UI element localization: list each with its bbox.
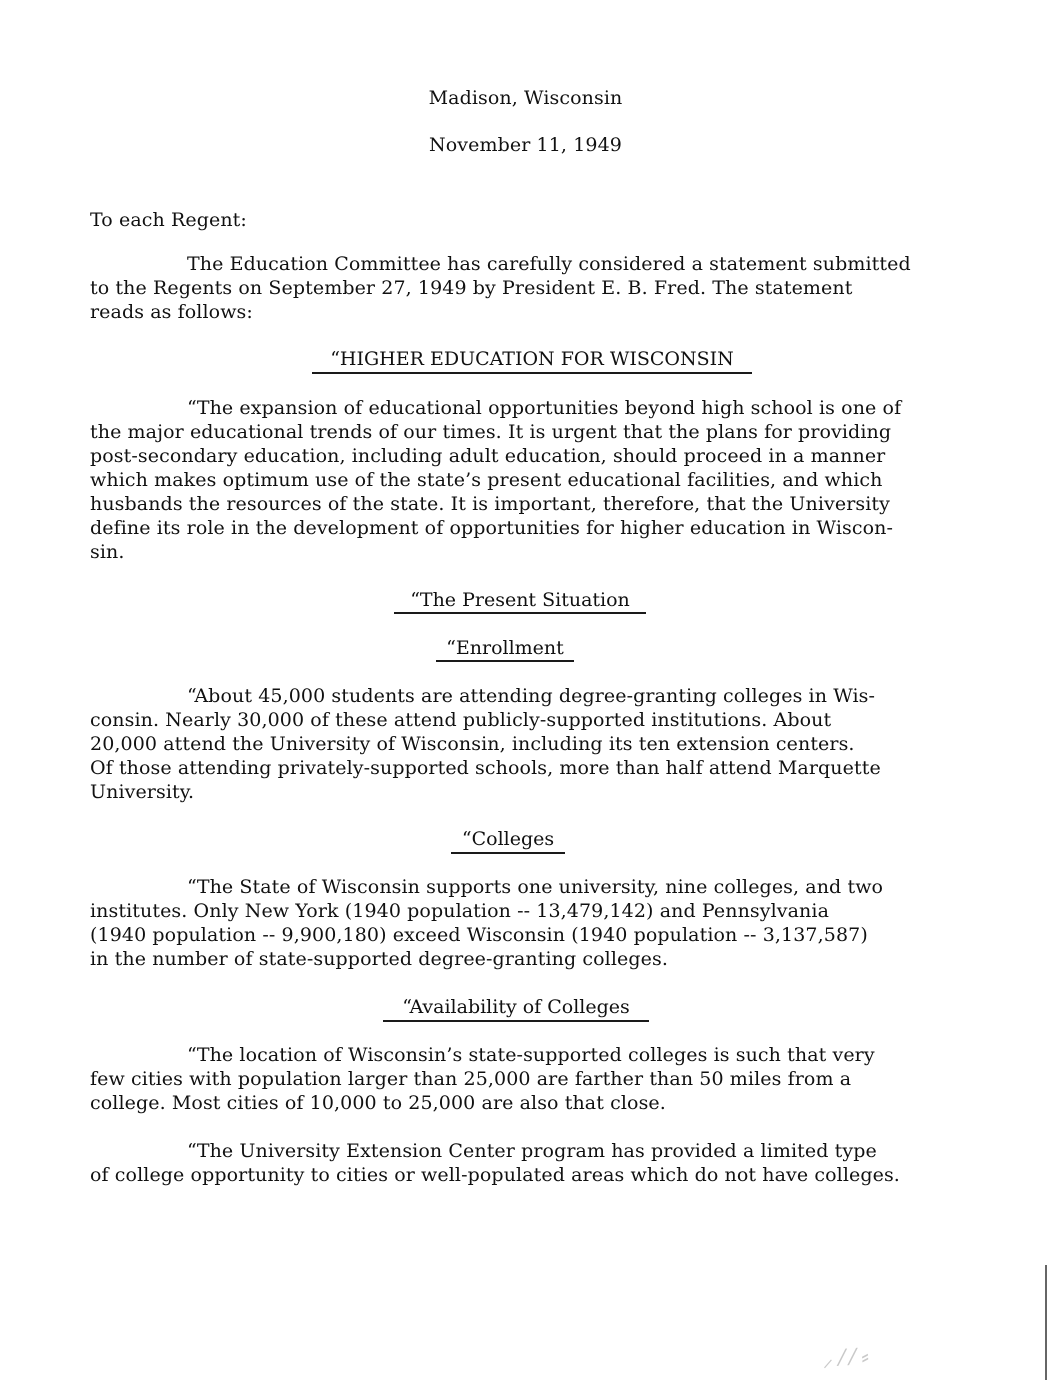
intro-line-1: The Education Committee has carefully considered a statement submitted (187, 253, 911, 275)
p4-line-2: few cities with population larger than 25,000 are farther than 50 miles from a (90, 1068, 852, 1090)
p1-line-5: husbands the resources of the state. It is important, therefore, that the University (90, 493, 890, 515)
p2-line-5: University. (90, 781, 195, 803)
p1-line-7: sin. (90, 541, 125, 563)
title-underline (312, 372, 752, 374)
heading-availability: “Availability of Colleges (402, 996, 630, 1018)
availability-underline (383, 1020, 649, 1022)
p1-line-4: which makes optimum use of the state’s present educational facilities, and which (90, 469, 883, 491)
intro-line-2: to the Regents on September 27, 1949 by President E. B. Fred. The statement (90, 277, 853, 299)
p2-line-3: 20,000 attend the University of Wisconsin, including its ten extension centers. (90, 733, 855, 755)
p2-line-4: Of those attending privately-supported schools, more than half attend Marquette (90, 757, 881, 779)
p1-line-2: the major educational trends of our times. It is urgent that the plans for providing (90, 421, 892, 443)
p2-line-1: “About 45,000 students are attending degree-granting colleges in Wis- (187, 685, 876, 707)
p3-line-1: “The State of Wisconsin supports one university, nine colleges, and two (187, 876, 884, 898)
p4-line-1: “The location of Wisconsin’s state-supported colleges is such that very (187, 1044, 875, 1066)
enrollment-underline (436, 660, 574, 662)
present-situation-underline (394, 612, 646, 614)
pencil-mark: ⸝ ⁄ ⁄ ⸗ (821, 1344, 870, 1373)
heading-present-situation: “The Present Situation (410, 589, 630, 611)
colleges-underline (451, 852, 565, 854)
p3-line-2: institutes. Only New York (1940 population -- 13,479,142) and Pennsylvania (90, 900, 829, 922)
scan-edge (1045, 1265, 1047, 1380)
place-line: Madison, Wisconsin (428, 87, 623, 109)
p1-line-6: define its role in the development of opportunities for higher education in Wiscon- (90, 517, 894, 539)
p1-line-1: “The expansion of educational opportunities beyond high school is one of (187, 397, 902, 419)
date-line: November 11, 1949 (429, 134, 622, 156)
p3-line-4: in the number of state-supported degree-granting colleges. (90, 948, 668, 970)
p4-line-3: college. Most cities of 10,000 to 25,000 are also that close. (90, 1092, 666, 1114)
salutation: To each Regent: (90, 209, 247, 231)
heading-colleges: “Colleges (461, 828, 555, 850)
intro-line-3: reads as follows: (90, 301, 253, 323)
heading-enrollment: “Enrollment (446, 637, 564, 659)
p5-line-1: “The University Extension Center program has provided a limited type (187, 1140, 877, 1162)
p5-line-2: of college opportunity to cities or well-populated areas which do not have colleges. (90, 1164, 900, 1186)
p2-line-2: consin. Nearly 30,000 of these attend publicly-supported institutions. About (90, 709, 832, 731)
document-title: “HIGHER EDUCATION FOR WISCONSIN (330, 348, 734, 370)
p1-line-3: post-secondary education, including adult education, should proceed in a manner (90, 445, 886, 467)
p3-line-3: (1940 population -- 9,900,180) exceed Wisconsin (1940 population -- 3,137,587) (90, 924, 868, 946)
